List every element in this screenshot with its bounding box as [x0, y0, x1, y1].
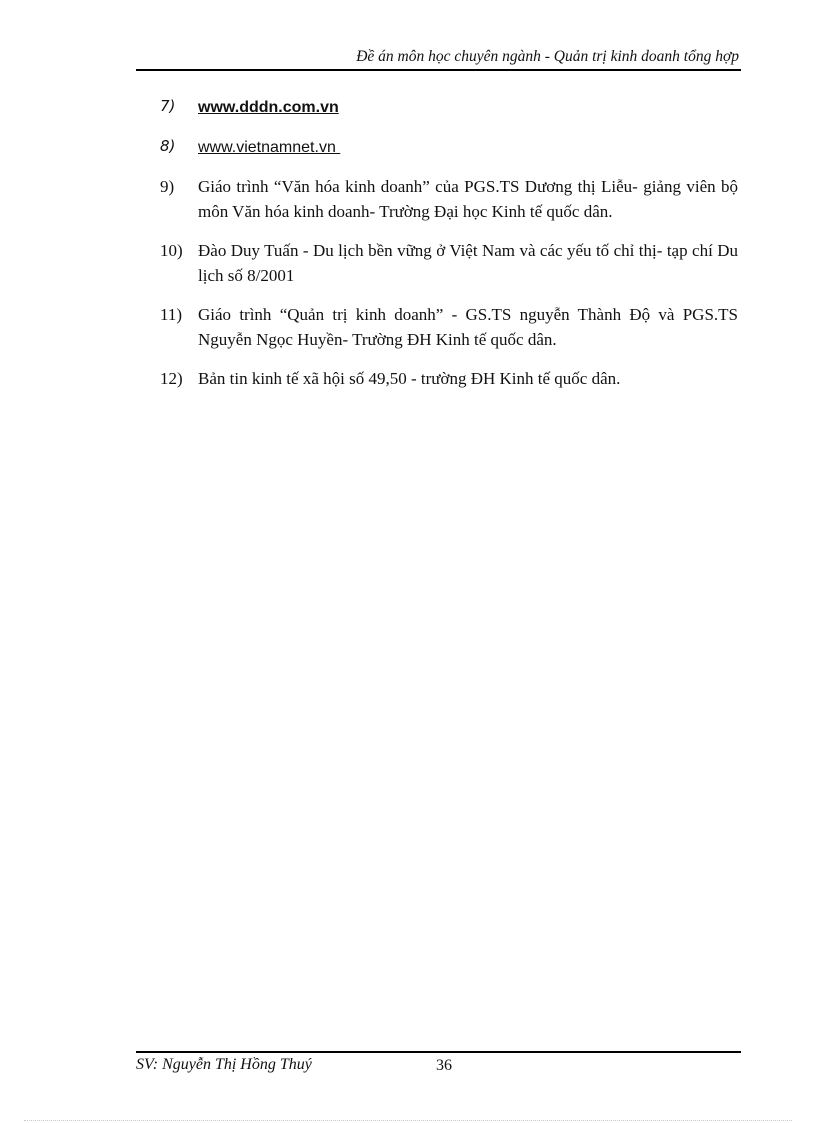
reference-item-10 — [160, 238, 738, 288]
page-bottom-border — [24, 1120, 792, 1121]
reference-link-vietnamnet[interactable]: www.vietnamnet.vn — [198, 139, 341, 156]
footer-rule — [136, 1051, 741, 1053]
reference-number: 12) — [160, 369, 183, 388]
reference-text: Giáo trình “Quản trị kinh doanh” - GS.TS nguyễn Thành Độ và PGS.TS Nguyễn Ngọc Huyền- Trường ĐH Kinh tế quốc dân. — [198, 305, 738, 349]
reference-text: Bản tin kinh tế xã hội số 49,50 - trường ĐH Kinh tế quốc dân. — [198, 369, 621, 388]
reference-number: 10) — [160, 241, 183, 260]
reference-item-9 — [160, 174, 738, 224]
reference-text: Đào Duy Tuấn - Du lịch bền vững ở Việt Nam và các yếu tố chỉ thị- tạp chí Du lịch số 8/2001 — [198, 241, 738, 285]
reference-number: 11) — [160, 305, 183, 324]
reference-list — [160, 94, 738, 405]
page-number: 36 — [436, 1057, 452, 1074]
reference-item-8 — [160, 134, 738, 160]
reference-text: Giáo trình “Văn hóa kinh doanh” của PGS.TS Dương thị Liễu- giảng viên bộ môn Văn hóa kinh doanh- Trường Đại học Kinh tế quốc dân. — [198, 177, 738, 221]
footer-author: SV: Nguyễn Thị Hồng Thuý — [136, 1056, 312, 1073]
reference-item-12 — [160, 366, 738, 391]
reference-link-dddn[interactable]: www.dddn.com.vn — [198, 99, 339, 116]
reference-number: 7) — [160, 97, 176, 115]
reference-number: 8) — [160, 137, 176, 155]
page-header-title: Đề án môn học chuyên ngành - Quản trị kinh doanh tổng hợp — [356, 48, 739, 65]
header-rule — [136, 69, 741, 71]
reference-number: 9) — [160, 177, 175, 196]
reference-item-11 — [160, 302, 738, 352]
reference-item-7 — [160, 94, 738, 120]
